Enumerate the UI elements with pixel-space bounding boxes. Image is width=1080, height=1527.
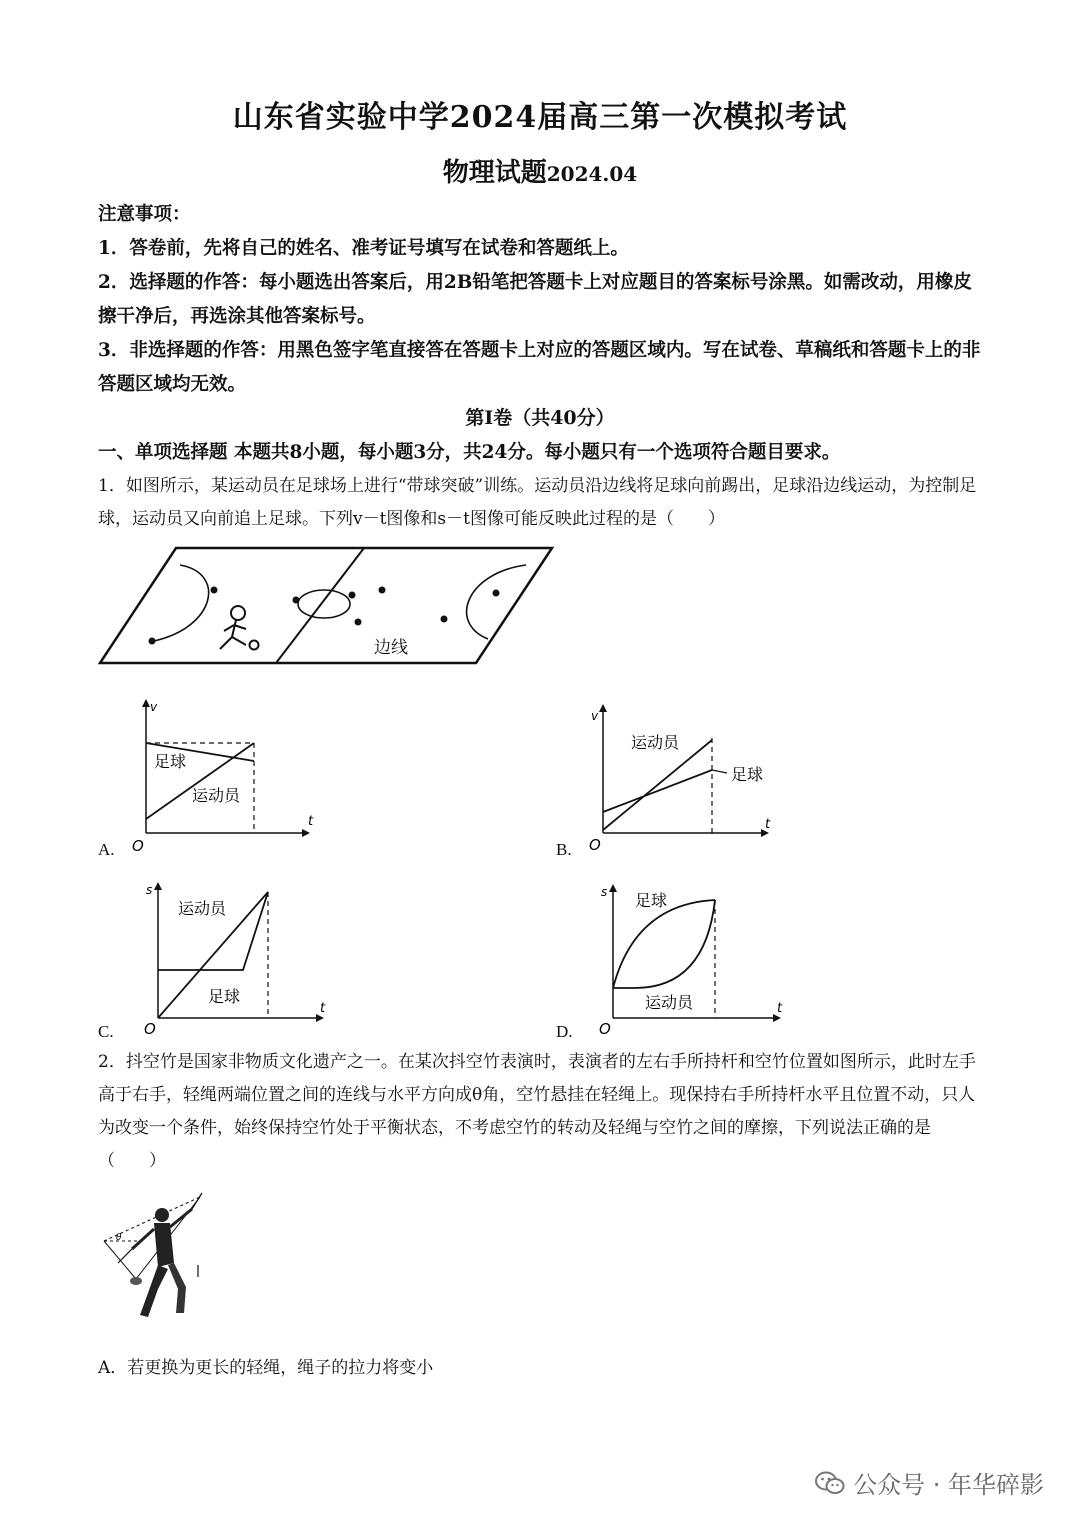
graph-B-origin: O (589, 836, 601, 854)
graph-A (128, 695, 328, 855)
graph-A-x-axis-label: t (308, 814, 314, 829)
graph-D-x-axis-label: t (777, 1001, 783, 1016)
graph-C (140, 878, 340, 1038)
graph-D-ball-label: 足球 (635, 891, 668, 910)
graph-D (595, 880, 795, 1040)
exam-title: 山东省实验中学2024届高三第一次模拟考试 (232, 100, 848, 135)
graph-A-ball-label: 足球 (154, 752, 187, 771)
wechat-icon (815, 1470, 845, 1496)
soccer-field-figure (96, 545, 556, 670)
question-2-option-A[interactable]: A．若更换为更长的轻绳，绳子的拉力将变小 (98, 1358, 434, 1378)
question-2-text: 2．抖空竹是国家非物质文化遗产之一。在某次抖空竹表演时，表演者的左右手所持杆和空竹位置如图所示，此时左手高于右手，轻绳两端位置之间的连线与水平方向成θ角，空竹悬挂在轻绳上。现保持右手所持杆水平且位置不动，只人为改变一个条件，始终保持空竹处于平衡状态，不考虑空竹的转动及轻绳与空竹之间的摩擦，下列说法正确的是（ ） (98, 1052, 976, 1171)
notice-item-1: 1．答卷前，先将自己的姓名、准考证号填写在试卷和答题纸上。 (98, 238, 629, 259)
graph-A-athlete-label: 运动员 (192, 786, 241, 805)
option-C-label[interactable]: C. (98, 1022, 114, 1041)
theta-label: θ (116, 1233, 122, 1243)
section-title: 第Ⅰ卷（共40分） (465, 407, 615, 429)
graph-C-ball-label: 足球 (208, 987, 241, 1006)
graph-B-y-axis-label: v (591, 709, 599, 723)
performer-figure (118, 1193, 202, 1317)
graph-D-origin: O (599, 1020, 611, 1038)
runner-figure (220, 606, 259, 650)
graph-B-x-axis-label: t (765, 817, 771, 832)
graph-C-x-axis-label: t (320, 1001, 326, 1016)
option-D-label[interactable]: D. (556, 1022, 573, 1041)
notice-heading: 注意事项： (98, 204, 191, 225)
watermark-text: 公众号 · 年华碎影 (853, 1471, 1044, 1499)
exam-date: 2024.04 (546, 162, 638, 186)
notice-item-3: 3．非选择题的作答：用黑色签字笔直接答在答题卡上对应的答题区域内。写在试卷、草稿纸和答题卡上的非答题区域均无效。 (98, 340, 981, 395)
graph-D-y-axis-label: s (601, 885, 608, 899)
exam-subtitle: 物理试题2024.04 (442, 158, 638, 188)
graph-B (585, 700, 785, 855)
graph-C-origin: O (144, 1020, 156, 1038)
graph-C-athlete-label: 运动员 (178, 899, 227, 918)
graph-B-athlete-label: 运动员 (631, 733, 680, 752)
notice-item-2: 2．选择题的作答：每小题选出答案后，用2B铅笔把答题卡上对应题目的答案标号涂黑。如需改动，用橡皮擦干净后，再选涂其他答案标号。 (98, 272, 972, 327)
watermark (815, 1465, 1044, 1500)
graph-A-origin: O (132, 837, 144, 855)
section-part1-title: 一、单项选择题 本题共8小题，每小题3分，共24分。每小题只有一个选项符合题目要求。 (98, 442, 841, 463)
graph-B-ball-label: 足球 (731, 765, 764, 784)
graph-D-athlete-label: 运动员 (645, 993, 694, 1012)
question-1-text: 1．如图所示，某运动员在足球场上进行“带球突破”训练。运动员沿边线将足球向前踢出，足球沿边线运动，为控制足球，运动员又向前追上足球。下列v－t图像和s－t图像可能反映此过程的是（ ） (98, 476, 977, 529)
graph-A-y-axis-label: v (150, 700, 158, 714)
option-A-label[interactable]: A. (98, 840, 115, 859)
sideline-label: 边线 (374, 638, 408, 658)
option-B-label[interactable]: B. (556, 840, 572, 859)
graph-C-y-axis-label: s (146, 883, 153, 897)
diabolo-figure (98, 1185, 218, 1335)
